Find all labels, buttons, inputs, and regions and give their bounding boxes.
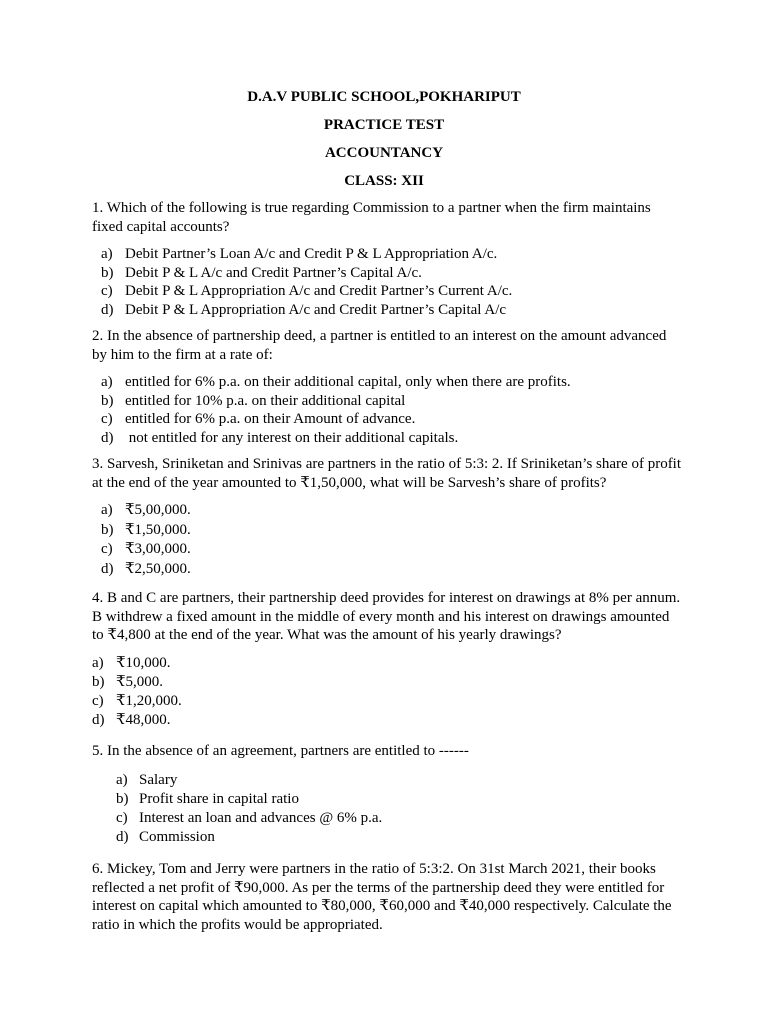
option-3c: c) ₹3,00,000.: [101, 541, 191, 557]
question-2-text: 2. In the absence of partnership deed, a partner is entitled to an interest on the amount advanced by him to the firm at a rate of:: [92, 328, 667, 363]
question-4-text: 4. B and C are partners, their partnership deed provides for interest on drawings at 8% per annum. B withdrew a fixed amount in the middle of every month and his interest on drawings amounted to ₹4,800 at the end of the year. What was the amount of his yearly drawings?: [92, 590, 681, 643]
option-4b: b) ₹5,000.: [92, 674, 164, 690]
question-4-options: [92, 654, 182, 730]
question-1-options: [101, 245, 512, 319]
question-6-text: 6. Mickey, Tom and Jerry were partners in the ratio of 5:3:2. On 31st March 2021, their books reflected a net profit of ₹90,000. As per the terms of the partnership deed they were entitled for interest on capital which amounted to ₹80,000, ₹60,000 and ₹40,000 respectively. Calculate the ratio in which the profits would be appropriated.: [92, 861, 672, 933]
question-5-text: 5. In the absence of an agreement, partners are entitled to ------: [92, 743, 469, 759]
question-2-options: [101, 373, 571, 447]
test-title: PRACTICE TEST: [323, 117, 445, 133]
option-1c: c) Debit P & L Appropriation A/c and Credit Partner’s Current A/c.: [101, 283, 513, 299]
option-2a: a) entitled for 6% p.a. on their additional capital, only when there are profits.: [101, 374, 571, 390]
school-name: D.A.V PUBLIC SCHOOL,POKHARIPUT: [247, 89, 521, 105]
option-1a: a) Debit Partner’s Loan A/c and Credit P & L Appropriation A/c.: [101, 246, 498, 262]
question-3-text: 3. Sarvesh, Sriniketan and Srinivas are partners in the ratio of 5:3: 2. If Sriniketan’s share of profit at the end of the year amounted to ₹1,50,000, what will be Sarvesh’s share of profits?: [92, 456, 682, 491]
option-3b: b) ₹1,50,000.: [101, 521, 191, 538]
option-4a: a) ₹10,000.: [92, 655, 171, 671]
option-4d: d) ₹48,000.: [92, 712, 171, 728]
question-3-options: [101, 501, 191, 579]
option-5c: c) Interest an loan and advances @ 6% p.a.: [116, 810, 383, 826]
option-5b: b) Profit share in capital ratio: [116, 791, 299, 807]
option-2b: b) entitled for 10% p.a. on their additional capital: [101, 392, 406, 409]
class-title: CLASS: XII: [344, 173, 424, 189]
question-5-options: [116, 771, 382, 847]
option-1d: d) Debit P & L Appropriation A/c and Credit Partner’s Capital A/c: [101, 301, 507, 318]
question-1-text: 1. Which of the following is true regarding Commission to a partner when the firm maintains fixed capital accounts?: [92, 200, 651, 235]
option-2d: d) not entitled for any interest on their additional capitals.: [101, 429, 459, 446]
option-2c: c) entitled for 6% p.a. on their Amount of advance.: [101, 411, 416, 427]
option-3d: d) ₹2,50,000.: [101, 560, 191, 577]
option-5d: d) Commission: [116, 829, 215, 845]
subject-title: ACCOUNTANCY: [324, 145, 444, 161]
option-4c: c) ₹1,20,000.: [92, 693, 182, 709]
option-3a: a) ₹5,00,000.: [101, 502, 191, 518]
option-5a: a) Salary: [116, 772, 178, 788]
option-1b: b) Debit P & L A/c and Credit Partner’s Capital A/c.: [101, 264, 422, 281]
